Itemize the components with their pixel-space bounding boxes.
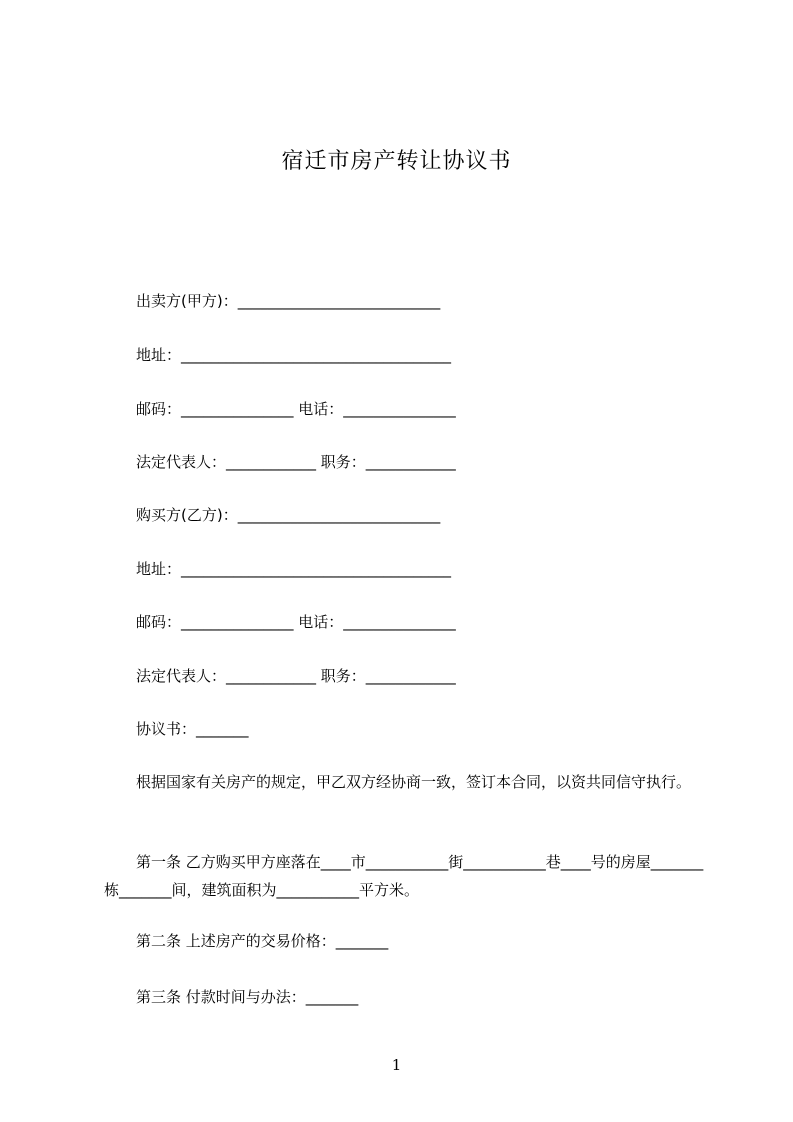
article-1-text: 第一条 乙方购买甲方座落在____市___________街___________巷____号的房屋_______栋_______间，建筑面积为___________平方米。 [104, 853, 704, 899]
preamble-text: 根据国家有关房产的规定，甲乙双方经协商一致，签订本合同，以资共同信守执行。 [136, 773, 692, 791]
preamble-paragraph [104, 768, 704, 796]
article-3-line: 第三条 付款时间与办法：_______ [136, 988, 359, 1006]
seller-representative-line: 法定代表人：____________ 职务：____________ [136, 453, 456, 471]
seller-address-line: 地址：____________________________________ [136, 346, 452, 364]
buyer-postcode-phone-line: 邮码：_______________ 电话：_______________ [136, 613, 456, 631]
buyer-party-line: 购买方(乙方)：___________________________ [136, 506, 441, 524]
seller-party-line: 出卖方(甲方)：___________________________ [136, 292, 441, 310]
buyer-address-line: 地址：____________________________________ [136, 560, 452, 578]
document-title: 宿迁市房产转让协议书 [281, 149, 512, 174]
seller-postcode-phone-line: 邮码：_______________ 电话：_______________ [136, 400, 456, 418]
page-number: 1 [391, 1056, 402, 1074]
agreement-number-line: 协议书：_______ [136, 720, 249, 738]
article-2-line: 第二条 上述房产的交易价格：_______ [136, 932, 389, 950]
buyer-representative-line: 法定代表人：____________ 职务：____________ [136, 667, 456, 685]
article-1-paragraph [104, 848, 704, 904]
